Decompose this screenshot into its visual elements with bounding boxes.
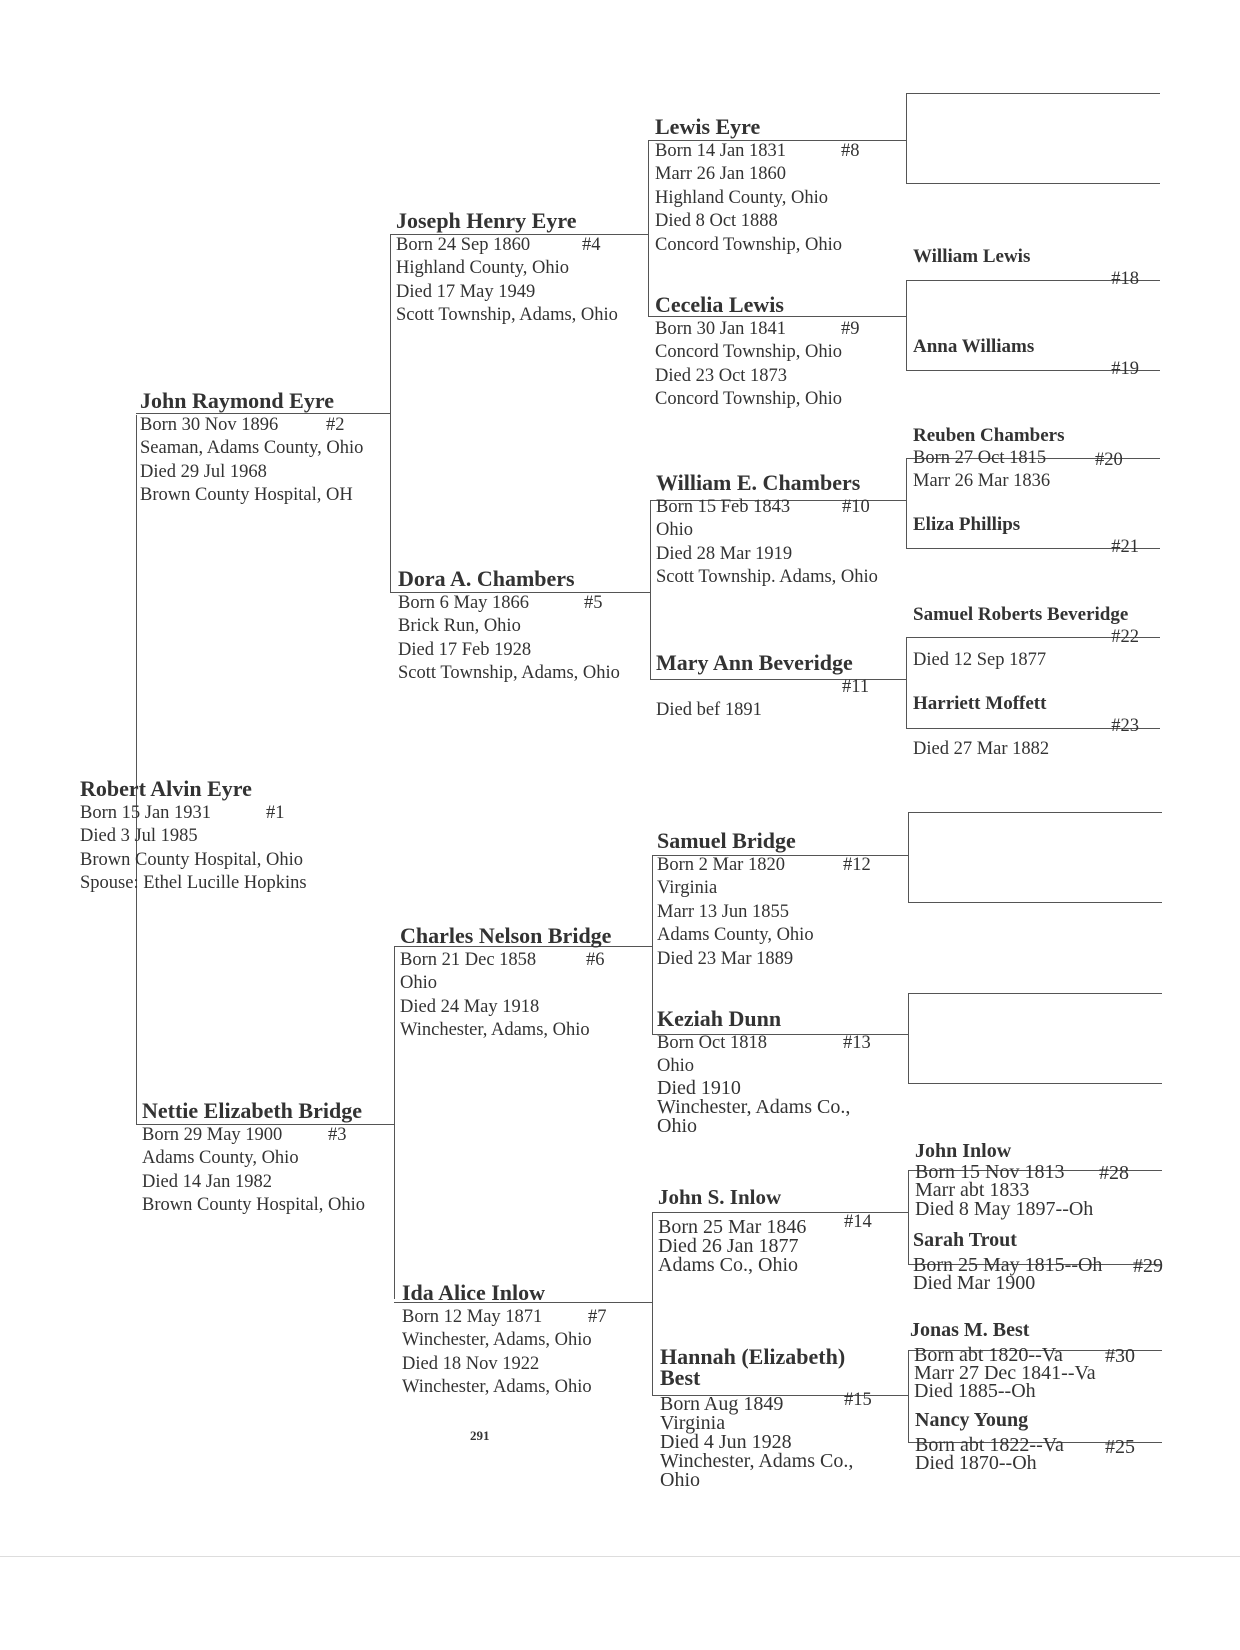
person-9-died-place: Concord Township, Ohio (655, 389, 842, 410)
page-number: 291 (470, 1428, 490, 1443)
person-9 (655, 292, 860, 412)
person-20-born: Born 27 Oct 1815 (913, 448, 1047, 468)
person-2-ref: #2 (326, 415, 345, 435)
person-30-born: Born abt 1820--Va (914, 1344, 1063, 1366)
person-5-born: Born 6 May 1866 (398, 593, 530, 613)
person-4-died-place: Scott Township, Adams, Ohio (396, 305, 618, 326)
person-18-ref: #18 (1111, 269, 1139, 289)
person-6 (400, 923, 611, 1043)
person-12-marr: Marr 13 Jun 1855 (657, 901, 790, 922)
person-21-name: Eliza Phillips (913, 514, 1021, 535)
person-22-died: Died 12 Sep 1877 (913, 650, 1047, 671)
person-7-born: Born 12 May 1871 (402, 1307, 543, 1327)
person-10-born: Born 15 Feb 1843 (656, 497, 791, 517)
person-28-born: Born 15 Nov 1813 (915, 1161, 1065, 1183)
person-13-name: Keziah Dunn (657, 1006, 782, 1031)
person-19-ref: #19 (1111, 359, 1139, 379)
person-28-name: John Inlow (915, 1140, 1012, 1162)
person-5-died-place: Scott Township, Adams, Ohio (398, 663, 620, 684)
person-15-died: Died 4 Jun 1928 (660, 1431, 792, 1453)
person-25 (915, 1408, 1165, 1472)
person-10 (656, 470, 878, 590)
person-15-ref: #15 (844, 1390, 872, 1410)
person-20-name: Reuben Chambers (913, 425, 1065, 446)
person-7-born-place: Winchester, Adams, Ohio (402, 1330, 592, 1351)
person-10-born-place: Ohio (656, 520, 693, 541)
person-28 (915, 1139, 1160, 1219)
person-5-ref: #5 (584, 593, 603, 613)
person-29-died: Died Mar 1900 (913, 1272, 1036, 1294)
person-28-marr: Marr abt 1833 (915, 1179, 1030, 1201)
person-7-name: Ida Alice Inlow (402, 1280, 546, 1305)
person-10-ref: #10 (842, 497, 870, 517)
person-13-ref: #13 (843, 1033, 871, 1053)
person-6-ref: #6 (586, 950, 605, 970)
person-29-ref: #29 (1133, 1255, 1163, 1277)
person-11-name: Mary Ann Beveridge (656, 650, 853, 675)
person-5-died: Died 17 Feb 1928 (398, 639, 532, 660)
person-3-died-place: Brown County Hospital, Ohio (142, 1195, 366, 1216)
person-19-name: Anna Williams (913, 336, 1035, 357)
person-21-ref: #21 (1111, 537, 1139, 557)
person-12-name: Samuel Bridge (657, 828, 796, 853)
person-2-born: Born 30 Nov 1896 (140, 415, 279, 435)
person-8-name: Lewis Eyre (655, 114, 761, 139)
person-22 (913, 604, 1163, 673)
person-15 (660, 1344, 872, 1491)
person-4 (396, 208, 618, 328)
person-15-name-2: Best (660, 1365, 701, 1390)
person-2 (140, 388, 363, 508)
person-25-ref: #25 (1105, 1436, 1135, 1458)
person-5 (398, 566, 620, 686)
person-29-name: Sarah Trout (913, 1229, 1017, 1251)
person-23-name: Harriett Moffett (913, 693, 1047, 714)
person-22-ref: #22 (1111, 627, 1139, 647)
person-1-name: Robert Alvin Eyre (80, 776, 252, 801)
person-12-marr-place: Adams County, Ohio (657, 925, 814, 946)
person-15-born-place: Virginia (660, 1412, 726, 1434)
person-8-ref: #8 (841, 141, 860, 161)
person-7-died-place: Winchester, Adams, Ohio (402, 1377, 592, 1398)
person-3-name: Nettie Elizabeth Bridge (142, 1098, 362, 1123)
person-3-born-place: Adams County, Ohio (142, 1148, 299, 1169)
person-21 (913, 514, 1153, 559)
person-11-spacer (656, 676, 853, 699)
person-2-name: John Raymond Eyre (140, 388, 334, 413)
person-8-marr: Marr 26 Jan 1860 (655, 164, 787, 185)
person-13-died-place-1: Winchester, Adams Co., (657, 1095, 851, 1118)
person-13-died-place-2: Ohio (657, 1114, 697, 1137)
person-4-born-place: Highland County, Ohio (396, 258, 570, 279)
person-8-marr-place: Highland County, Ohio (655, 187, 829, 208)
person-1-spouse: Spouse: Ethel Lucille Hopkins (80, 873, 307, 894)
person-9-born: Born 30 Jan 1841 (655, 319, 787, 339)
person-14-died-place: Adams Co., Ohio (658, 1254, 798, 1276)
person-3 (142, 1098, 365, 1218)
person-4-died: Died 17 May 1949 (396, 281, 536, 302)
person-10-died-place: Scott Township. Adams, Ohio (656, 567, 878, 588)
person-4-born: Born 24 Sep 1860 (396, 235, 531, 255)
person-1 (80, 776, 307, 896)
person-15-name-1: Hannah (Elizabeth) (660, 1344, 846, 1369)
person-5-name: Dora A. Chambers (398, 566, 575, 591)
person-13-died: Died 1910 (657, 1076, 741, 1099)
person-4-ref: #4 (582, 235, 601, 255)
person-4-name: Joseph Henry Eyre (396, 208, 577, 233)
person-18 (913, 246, 1153, 291)
person-20-ref: #20 (1095, 450, 1123, 470)
person-2-died-place: Brown County Hospital, OH (140, 485, 353, 506)
person-19 (913, 336, 1153, 381)
person-12-ref: #12 (843, 855, 871, 875)
person-9-name: Cecelia Lewis (655, 292, 784, 317)
person-6-name: Charles Nelson Bridge (400, 923, 612, 948)
person-9-ref: #9 (841, 319, 860, 339)
person-9-died: Died 23 Oct 1873 (655, 365, 788, 386)
person-10-name: William E. Chambers (656, 470, 861, 495)
person-8 (655, 114, 860, 257)
person-3-died: Died 14 Jan 1982 (142, 1171, 272, 1192)
person-13-born-place: Ohio (657, 1056, 694, 1077)
person-29-born: Born 25 May 1815--Oh (913, 1254, 1103, 1276)
person-15-born: Born Aug 1849 (660, 1393, 784, 1415)
person-23-ref: #23 (1111, 716, 1139, 736)
person-8-born: Born 14 Jan 1831 (655, 141, 787, 161)
person-7-ref: #7 (588, 1307, 607, 1327)
person-25-died: Died 1870--Oh (915, 1452, 1037, 1474)
person-8-died: Died 8 Oct 1888 (655, 211, 778, 232)
person-30 (910, 1318, 1160, 1400)
person-1-ref: #1 (266, 803, 285, 823)
person-2-born-place: Seaman, Adams County, Ohio (140, 438, 364, 459)
person-30-marr: Marr 27 Dec 1841--Va (914, 1362, 1096, 1384)
person-23-died: Died 27 Mar 1882 (913, 739, 1050, 760)
person-1-died: Died 3 Jul 1985 (80, 826, 198, 847)
person-14-name: John S. Inlow (658, 1185, 782, 1209)
person-29 (913, 1228, 1173, 1292)
person-12-born-place: Virginia (657, 878, 718, 899)
person-22-name: Samuel Roberts Beveridge (913, 604, 1129, 625)
person-14-died: Died 26 Jan 1877 (658, 1235, 799, 1257)
person-14-born: Born 25 Mar 1846 (658, 1216, 807, 1238)
person-30-ref: #30 (1105, 1345, 1135, 1367)
person-20 (913, 425, 1153, 494)
person-25-born: Born abt 1822--Va (915, 1434, 1064, 1456)
person-5-born-place: Brick Run, Ohio (398, 616, 521, 637)
person-2-died: Died 29 Jul 1968 (140, 461, 267, 482)
person-25-name: Nancy Young (915, 1409, 1029, 1431)
person-30-name: Jonas M. Best (910, 1319, 1030, 1341)
person-20-marr: Marr 26 Mar 1836 (913, 471, 1051, 492)
person-13 (657, 1006, 871, 1137)
person-15-died-place-1: Winchester, Adams Co., (660, 1450, 854, 1472)
person-1-born: Born 15 Jan 1931 (80, 803, 212, 823)
person-8-died-place: Concord Township, Ohio (655, 234, 842, 255)
person-6-born-place: Ohio (400, 973, 437, 994)
person-6-died: Died 24 May 1918 (400, 996, 540, 1017)
person-6-born: Born 21 Dec 1858 (400, 950, 537, 970)
person-11-died: Died bef 1891 (656, 700, 762, 720)
person-6-died-place: Winchester, Adams, Ohio (400, 1020, 590, 1041)
person-12-died: Died 23 Mar 1889 (657, 948, 794, 969)
person-3-born: Born 29 May 1900 (142, 1125, 283, 1145)
person-3-ref: #3 (328, 1125, 347, 1145)
person-23 (913, 693, 1153, 762)
person-12-born: Born 2 Mar 1820 (657, 855, 785, 875)
person-13-born: Born Oct 1818 (657, 1033, 767, 1053)
person-11 (656, 650, 870, 722)
person-7-died: Died 18 Nov 1922 (402, 1353, 540, 1374)
person-30-died: Died 1885--Oh (914, 1380, 1036, 1402)
person-18-name: William Lewis (913, 246, 1031, 267)
person-28-died: Died 8 May 1897--Oh (915, 1198, 1094, 1220)
person-28-ref: #28 (1099, 1162, 1129, 1184)
person-7 (402, 1280, 607, 1400)
person-9-born-place: Concord Township, Ohio (655, 342, 842, 363)
person-15-died-place-2: Ohio (660, 1469, 700, 1491)
person-14 (658, 1184, 872, 1276)
person-11-ref: #11 (842, 677, 870, 697)
person-10-died: Died 28 Mar 1919 (656, 543, 793, 564)
person-1-died-place: Brown County Hospital, Ohio (80, 849, 304, 870)
person-14-ref: #14 (844, 1212, 872, 1232)
person-12 (657, 828, 871, 971)
